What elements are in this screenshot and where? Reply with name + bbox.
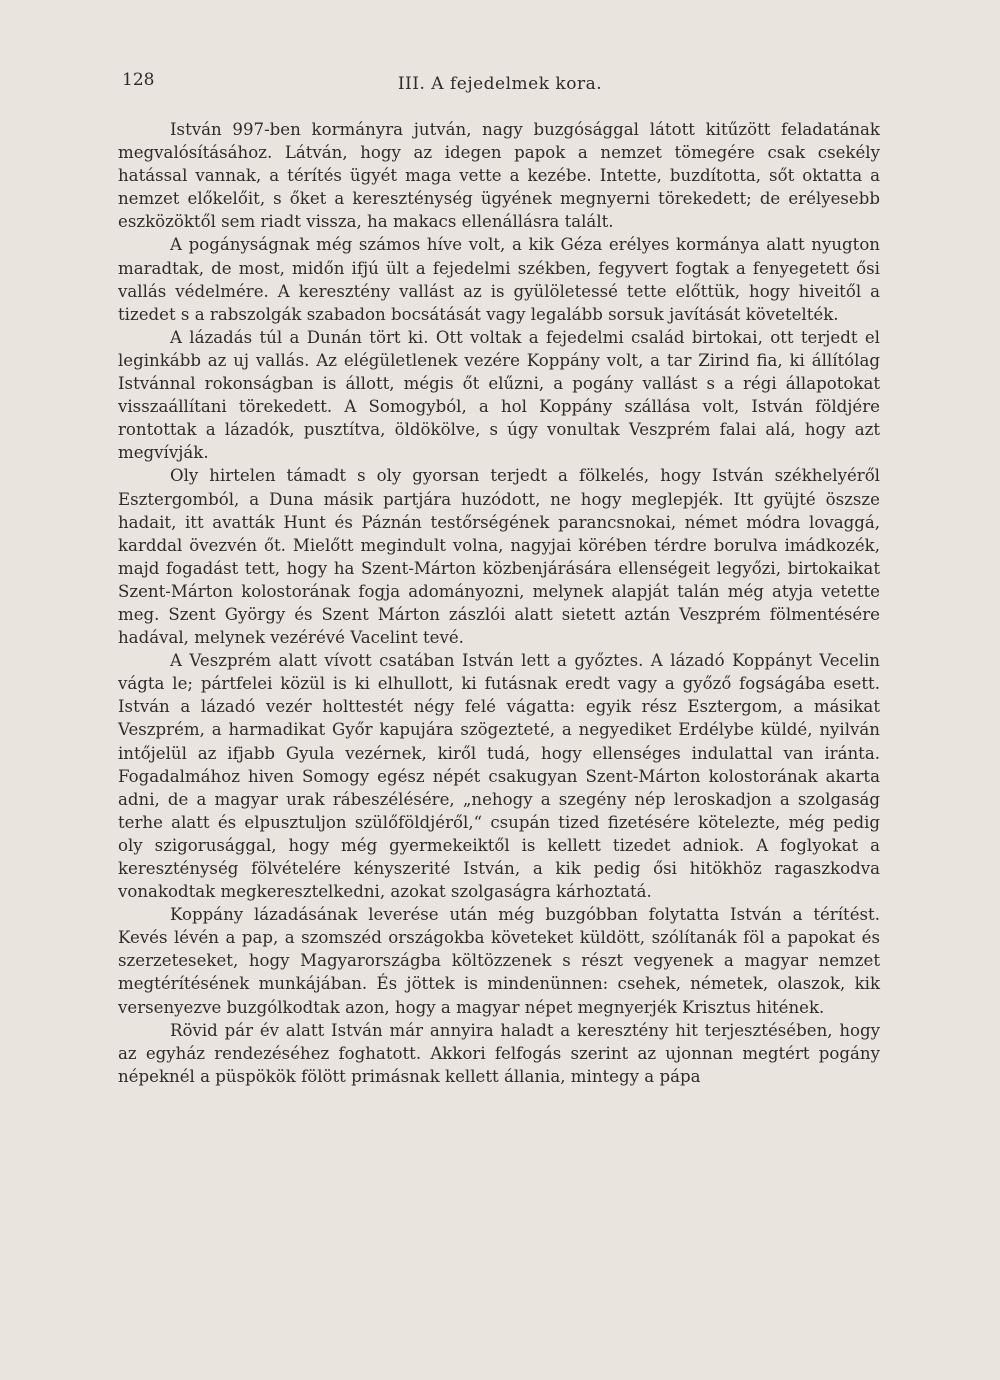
paragraph: A Veszprém alatt vívott csatában István lett a győztes. A lázadó Koppányt Vecelin vágta le; pártfelei közül is ki elhullott, ki futásnak eredt vagy a győző fogságába esett. István a lázadó vezér holttestét négy felé vágatta: egyik rész Esztergom, a másikat Veszprém, a harmadikat Győr kapujára szögezteté, a negyediket Erdélybe küldé, nyilván intőjelül az ifjabb Gyula vezérnek, kiről tudá, hogy ellenséges indulattal van iránta. Fogadalmához hiven Somogy egész népét csakugyan Szent-Márton kolostorának akarta adni, de a magyar urak rábeszélésére, „nehogy a szegény nép leroskadjon a szolgaság terhe alatt és elpusztuljon szülőföldjéről,“ csupán tized fizetésére kötelezte, még pedig oly szigorusággal, hogy még gyermekeiktől is kellett tizedet adniok. A foglyokat a kereszténység fölvételére kényszerité István, a kik pedig ősi hitökhöz ragaszkodva vonakodtak megkeresztelkedni, azokat szolgaságra kárhoztatá. xyxy=(118,651,880,902)
paragraph: A pogányságnak még számos híve volt, a kik Géza erélyes kormánya alatt nyugton maradtak, de most, midőn ifjú ült a fejedelmi székben, fegyvert fogtak a fenyegetett ősi vallás védelmére. A keresztény vallást az is gyülöletessé tette előttük, hogy hiveitől a tizedet s a rabszolgák szabadon bocsátását vagy legalább sorsuk javítását követelték. xyxy=(118,235,880,324)
paragraph: A lázadás túl a Dunán tört ki. Ott voltak a fejedelmi család birtokai, ott terjedt el leginkább az uj vallás. Az elégületlenek vezére Koppány volt, a tar Zirind fia, ki állítólag Istvánnal rokonságban is állott, mégis őt elűzni, a pogány vallást s a régi állapotokat visszaállítani törekedett. A Somogyból, a hol Koppány szállása volt, István földjére rontottak a lázadók, pusztítva, öldökölve, s úgy vonultak Veszprém falai alá, hogy azt megvívják. xyxy=(118,327,880,463)
paragraph: Koppány lázadásának leverése után még buzgóbban folytatta István a térítést. Kevés lévén a pap, a szomszéd országokba követeket küldött, szólítanák föl a papokat és szerzeteseket, hogy Magyarországba költözzenek s részt vegyenek a magyar nemzet megtérítésének munkájában. És jöttek is mindenünnen: csehek, németek, olaszok, kik versenyezve buzgólkodtak azon, hogy a magyar népet megnyerjék Krisztus hitének. xyxy=(118,905,880,1017)
paragraph: Oly hirtelen támadt s oly gyorsan terjedt a fölkelés, hogy István székhelyéről Esztergomból, a Duna másik partjára huzódott, ne hogy meglepjék. Itt gyüjté öszsze hadait, itt avatták Hunt és Páznán testőrségének parancsnokai, német módra lovaggá, karddal övezvén őt. Mielőtt megindult volna, nagyjai körében térdre borulva imádkozék, majd fogadást tett, hogy ha Szent-Márton közbenjárására ellenségeit legyőzi, birtokaikat Szent-Márton kolostorának fogja adományozni, melynek alapját talán még atyja vetette meg. Szent György és Szent Márton zászlói alatt sietett aztán Veszprém fölmentésére hadával, melynek vezérévé Vacelint tevé. xyxy=(118,466,880,648)
page-number: 128 xyxy=(122,70,155,90)
body-text xyxy=(118,118,880,1088)
paragraph: Rövid pár év alatt István már annyira haladt a keresztény hit terjesztésében, hogy az egyház rendezéséhez foghatott. Akkori felfogás szerint az ujonnan megtért pogány népeknél a püspökök fölött primásnak kellett állania, mintegy a pápa xyxy=(118,1020,880,1086)
page-header xyxy=(120,66,880,96)
paragraph: István 997-ben kormányra jutván, nagy buzgósággal látott kitűzött feladatának megvalósításához. Látván, hogy az idegen papok a nemzet tömegére csak csekély hatással vannak, a térítés ügyét maga vette a kezébe. Intette, buzdította, sőt oktatta a nemzet előkelőit, s őket a kereszténység ügyének megnyerni törekedett; de erélyesebb eszközöktől sem riadt vissza, ha makacs ellenállásra talált. xyxy=(118,120,880,232)
running-title: III. A fejedelmek kora. xyxy=(397,74,603,94)
